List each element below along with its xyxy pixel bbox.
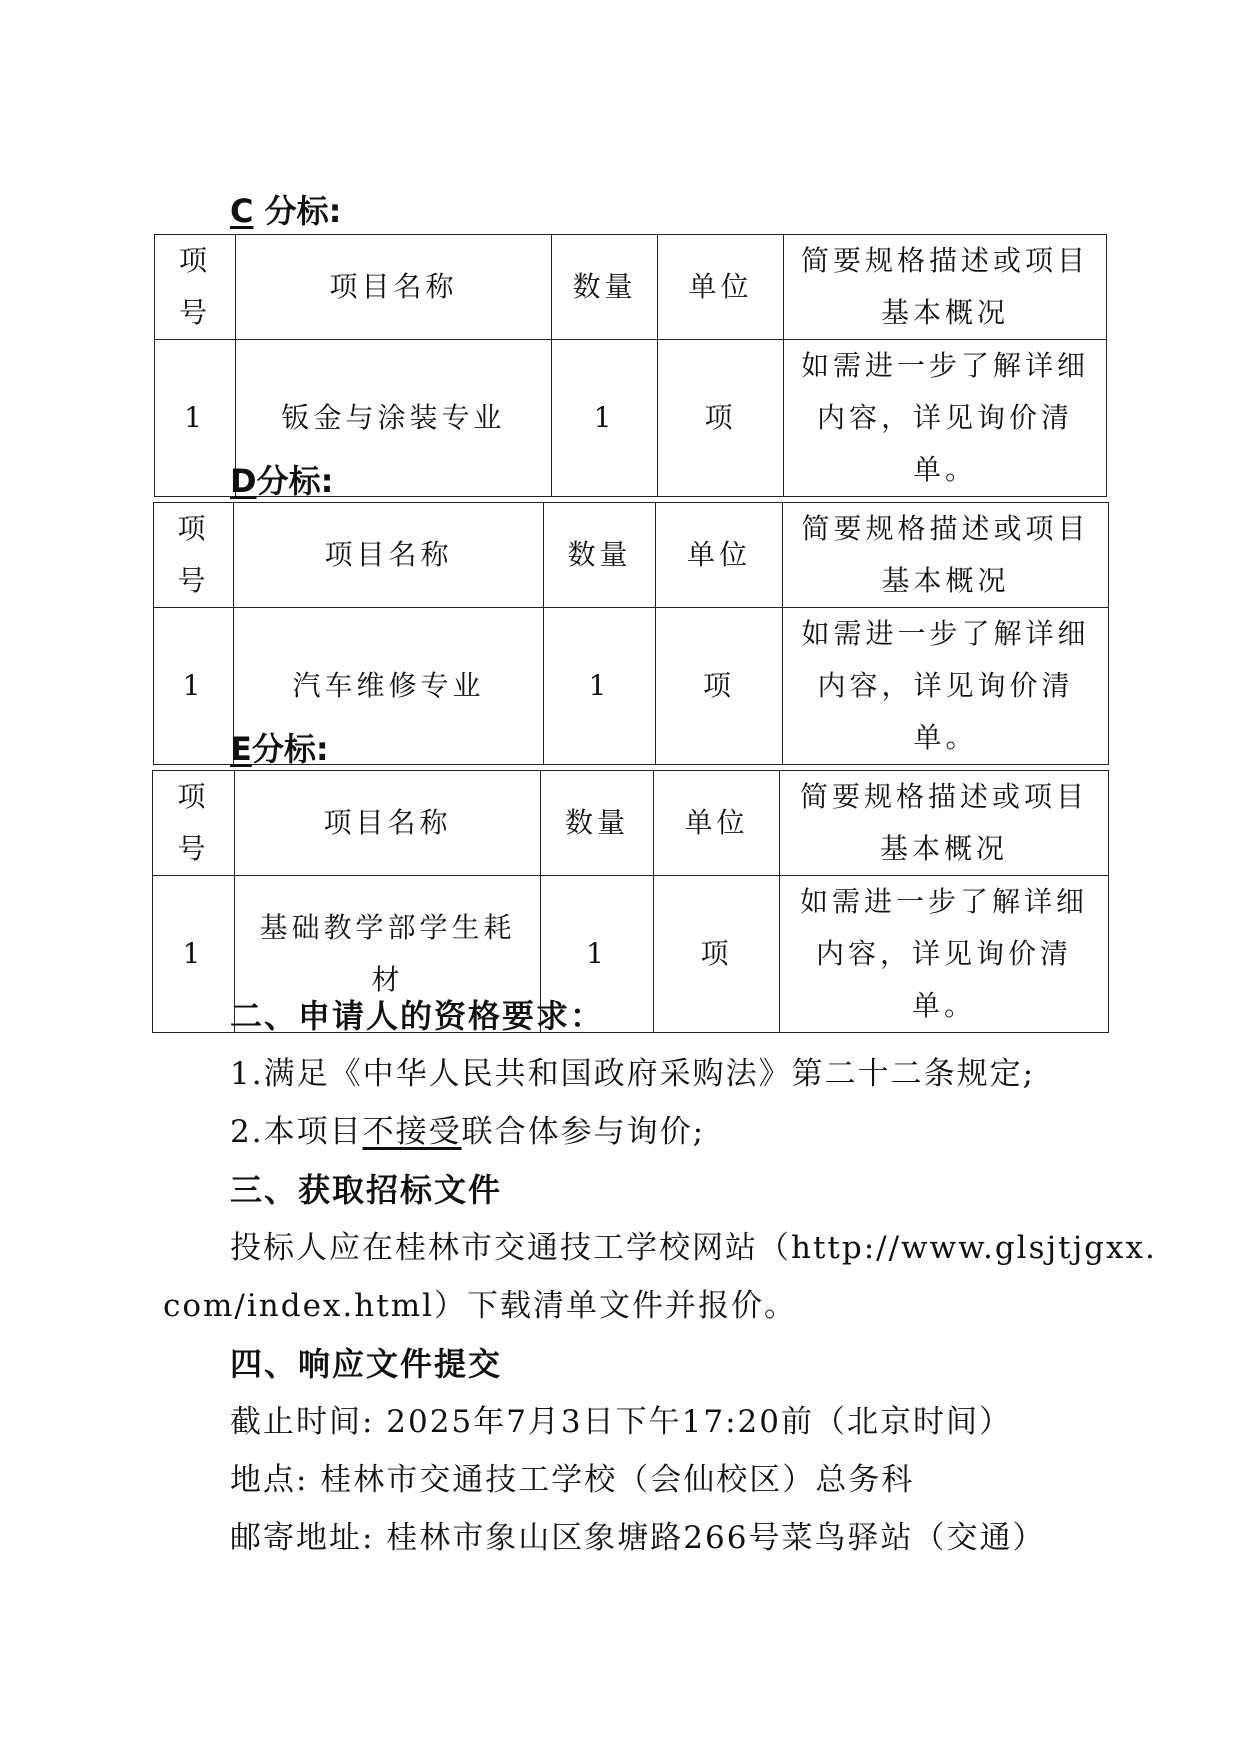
lot-d-table [153, 502, 1109, 765]
section-heading-submission: 四、响应文件提交 [230, 1345, 503, 1383]
header-no: 项号 [155, 235, 236, 340]
lot-suffix: 分标: [264, 192, 342, 230]
lot-suffix: 分标: [251, 730, 329, 768]
cell-no: 1 [153, 876, 235, 1033]
qualification-item-2 [230, 1112, 705, 1152]
header-desc: 简要规格描述或项目基本概况 [784, 235, 1107, 340]
cell-name: 基础教学部学生耗材 [235, 876, 541, 1033]
cell-no: 1 [155, 340, 236, 497]
cell-qty: 1 [552, 340, 658, 497]
item2-prefix: 2.本项目 [230, 1114, 363, 1150]
submission-mail-address: 邮寄地址: 桂林市象山区象塘路266号菜鸟驿站（交通） [230, 1520, 1046, 1556]
cell-qty: 1 [541, 876, 654, 1033]
lot-e-table [152, 770, 1109, 1033]
cell-desc: 如需进一步了解详细内容，详见询价清单。 [780, 876, 1109, 1033]
header-qty: 数量 [552, 235, 658, 340]
cell-qty: 1 [544, 608, 656, 765]
cell-desc: 如需进一步了解详细内容，详见询价清单。 [783, 608, 1109, 765]
header-desc: 简要规格描述或项目基本概况 [780, 771, 1109, 876]
cell-name: 钣金与涂装专业 [236, 340, 552, 497]
header-name: 项目名称 [234, 503, 544, 608]
table-header-row [154, 503, 1109, 608]
table-header-row [155, 235, 1107, 340]
qualification-item-1: 1.满足《中华人民共和国政府采购法》第二十二条规定; [230, 1056, 1036, 1092]
section-heading-qualifications: 二、申请人的资格要求： [230, 997, 605, 1035]
submission-location: 地点: 桂林市交通技工学校（会仙校区）总务科 [230, 1462, 915, 1498]
item2-underlined: 不接受 [362, 1114, 462, 1150]
header-unit: 单位 [658, 235, 784, 340]
submission-deadline: 截止时间: 2025年7月3日下午17:20前（北京时间） [230, 1404, 1012, 1440]
lot-c-title [230, 192, 341, 230]
cell-name: 汽车维修专业 [234, 608, 544, 765]
lot-c-table [154, 234, 1107, 497]
get-documents-line-1: 投标人应在桂林市交通技工学校网站（http://www.glsjtjgxx. [230, 1230, 1157, 1266]
lot-letter: D [230, 462, 257, 500]
cell-unit: 项 [658, 340, 784, 497]
header-no: 项号 [153, 771, 235, 876]
header-desc: 简要规格描述或项目基本概况 [783, 503, 1109, 608]
lot-e-title [230, 730, 329, 768]
lot-letter: E [230, 730, 252, 768]
header-unit: 单位 [656, 503, 783, 608]
header-qty: 数量 [541, 771, 654, 876]
item2-suffix: 联合体参与询价; [461, 1114, 706, 1150]
lot-d-title [230, 462, 333, 500]
cell-no: 1 [154, 608, 234, 765]
header-name: 项目名称 [235, 771, 541, 876]
lot-suffix: 分标: [256, 462, 334, 500]
cell-unit: 项 [654, 876, 780, 1033]
table-header-row [153, 771, 1109, 876]
section-heading-get-documents: 三、获取招标文件 [230, 1171, 503, 1209]
header-unit: 单位 [654, 771, 780, 876]
get-documents-line-2: com/index.html）下载清单文件并报价。 [163, 1288, 798, 1324]
cell-unit: 项 [656, 608, 783, 765]
lot-letter: C [230, 192, 254, 230]
header-name: 项目名称 [236, 235, 552, 340]
cell-desc: 如需进一步了解详细内容，详见询价清单。 [784, 340, 1107, 497]
header-no: 项号 [154, 503, 234, 608]
header-qty: 数量 [544, 503, 656, 608]
